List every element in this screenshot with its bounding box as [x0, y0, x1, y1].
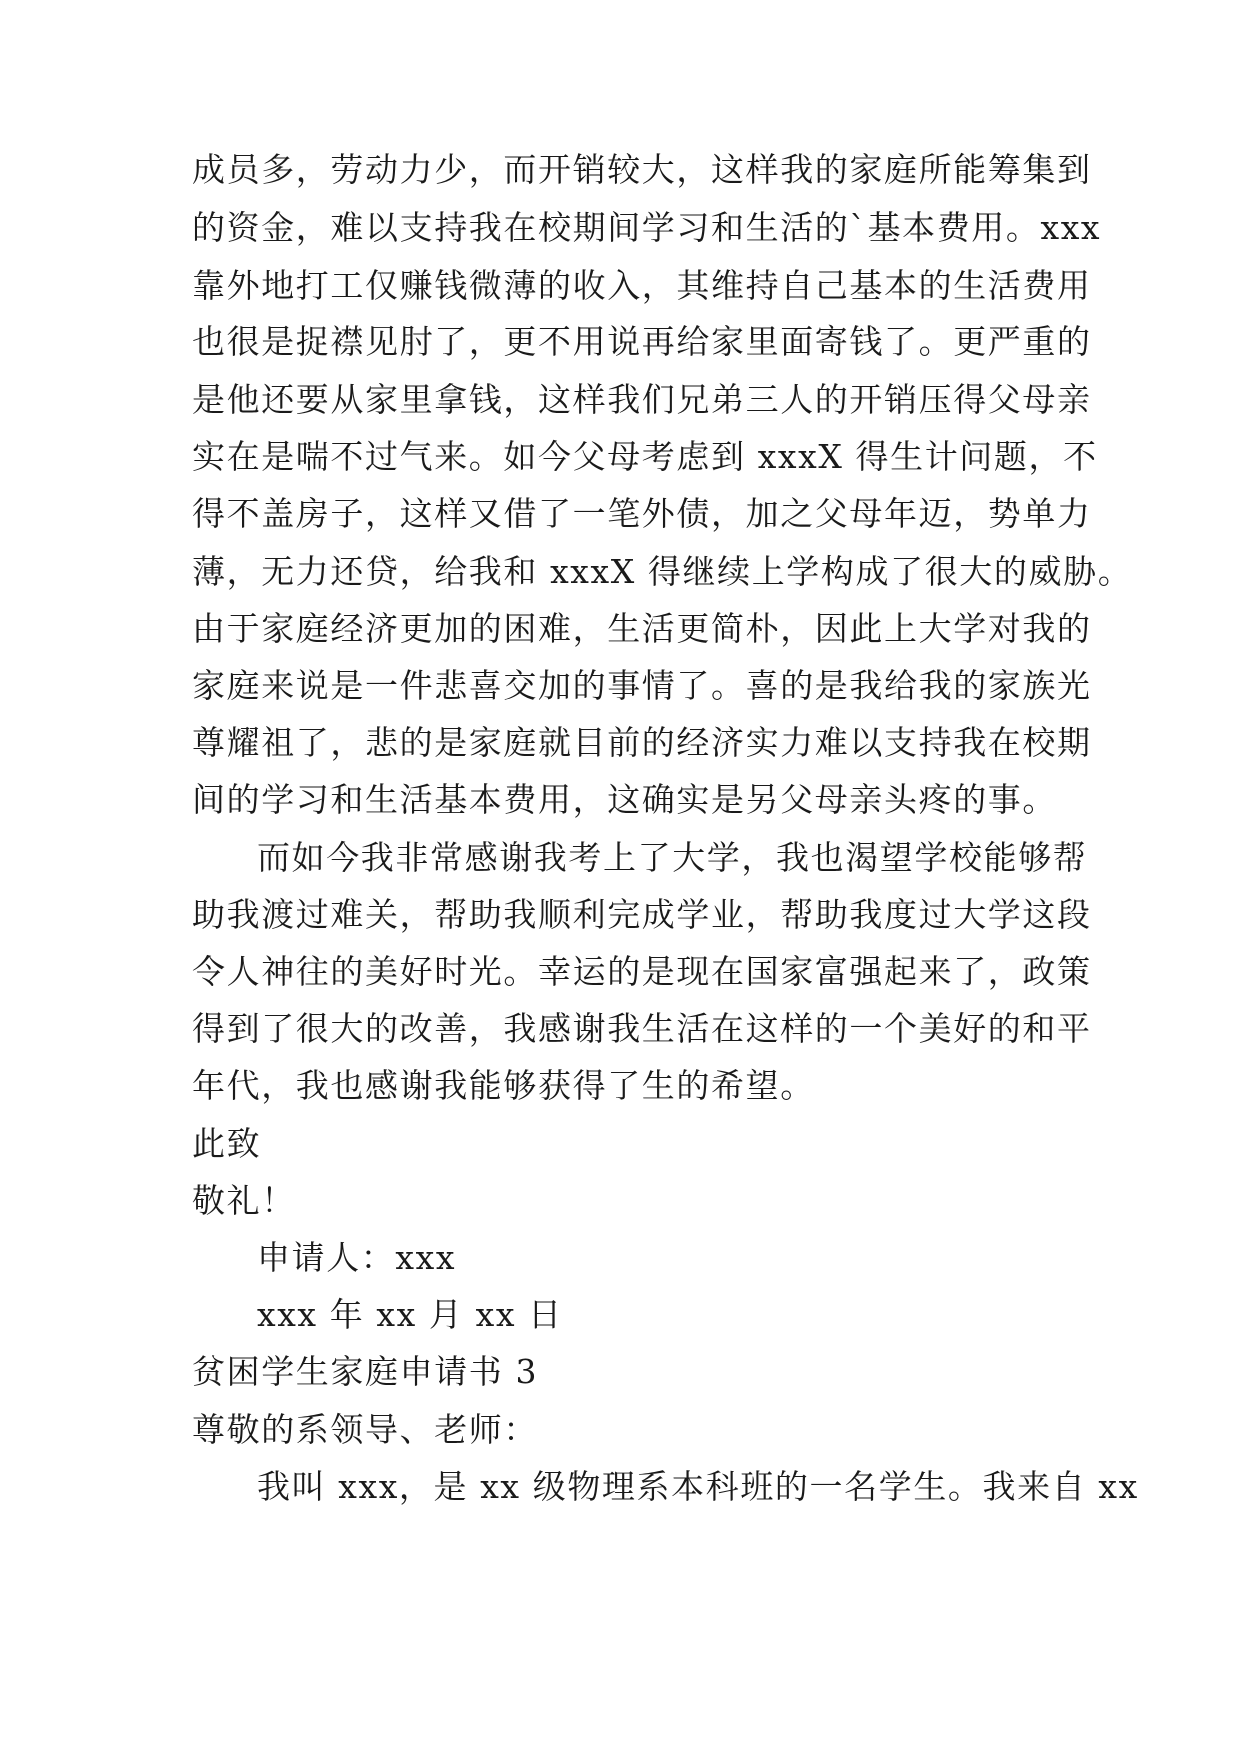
- body-line: 是他还要从家里拿钱，这样我们兄弟三人的开销压得父母亲: [192, 380, 1092, 419]
- body-line: 由于家庭经济更加的困难，生活更简朴，因此上大学对我的: [192, 609, 1092, 648]
- applicant-signature: 申请人：xxx: [257, 1238, 457, 1277]
- body-line: 令人神往的美好时光。幸运的是现在国家富强起来了，政策: [192, 952, 1092, 991]
- body-line: 靠外地打工仅赚钱微薄的收入，其维持自己基本的生活费用: [192, 266, 1092, 305]
- body-line: 年代，我也感谢我能够获得了生的希望。: [192, 1066, 815, 1105]
- body-line: 实在是喘不过气来。如今父母考虑到 xxxX 得生计问题，不: [192, 437, 1098, 476]
- paragraph-start-line: 而如今我非常感谢我考上了大学，我也渴望学校能够帮: [257, 838, 1088, 877]
- body-line: 家庭来说是一件悲喜交加的事情了。喜的是我给我的家族光: [192, 666, 1092, 705]
- body-line: 得不盖房子，这样又借了一笔外债，加之父母年迈，势单力: [192, 494, 1092, 533]
- body-line: 得到了很大的改善，我感谢我生活在这样的一个美好的和平: [192, 1009, 1092, 1048]
- paragraph-start-line: 我叫 xxx，是 xx 级物理系本科班的一名学生。我来自 xx: [257, 1467, 1139, 1506]
- body-line: 助我渡过难关，帮助我顺利完成学业，帮助我度过大学这段: [192, 895, 1092, 934]
- body-line: 成员多，劳动力少，而开销较大，这样我的家庭所能筹集到: [192, 150, 1092, 189]
- body-line: 尊耀祖了，悲的是家庭就目前的经济实力难以支持我在校期: [192, 723, 1092, 762]
- body-line: 的资金，难以支持我在校期间学习和生活的`基本费用。xxx: [192, 208, 1102, 247]
- body-line: 间的学习和生活基本费用，这确实是另父母亲头疼的事。: [192, 780, 1057, 819]
- closing-regards: 敬礼！: [192, 1181, 296, 1220]
- greeting-line: 尊敬的系领导、老师：: [192, 1410, 538, 1449]
- closing-salutation: 此致: [192, 1124, 262, 1163]
- section-title: 贫困学生家庭申请书 3: [192, 1352, 539, 1391]
- application-date: xxx 年 xx 月 xx 日: [257, 1295, 563, 1334]
- body-line: 薄，无力还贷，给我和 xxxX 得继续上学构成了很大的威胁。: [192, 552, 1133, 591]
- body-line: 也很是捉襟见肘了，更不用说再给家里面寄钱了。更严重的: [192, 322, 1092, 361]
